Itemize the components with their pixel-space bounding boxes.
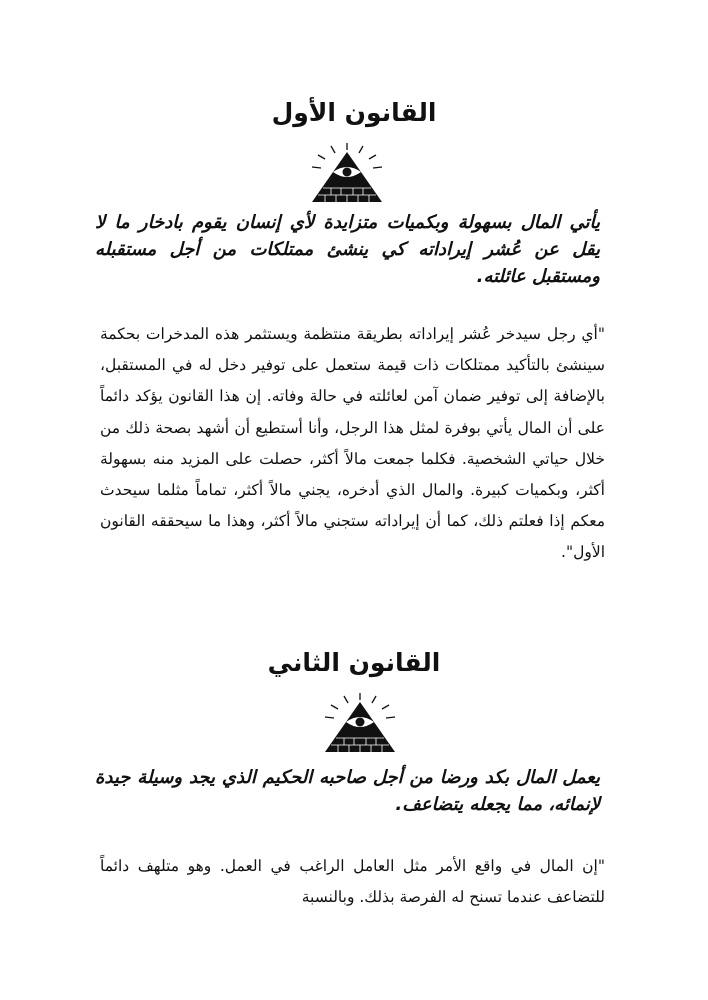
- pyramid-eye-icon: [322, 692, 398, 754]
- second-law-explanation: "إن المال في واقع الأمر مثل العامل الراغب في العمل. وهو متلهف دائماً للتضاعف عندما تسنح له الفرصة بذلك. وبالنسبة: [100, 857, 605, 907]
- section-title-first-law: القانون الأول: [271, 98, 437, 127]
- pyramid-eye-icon: [309, 142, 385, 204]
- first-law-statement: يأتي المال بسهولة وبكميات متزايدة لأي إنسان يقوم بادخار ما لا يقل عن عُشر إيراداته كي ينشئ ممتلكات من أجل مستقبله ومستقبل عائلته.: [95, 212, 600, 287]
- first-law-explanation: "أي رجل سيدخر عُشر إيراداته بطريقة منتظمة ويستثمر هذه المدخرات بحكمة سينشئ بالتأكيد ممتلكات ذات قيمة ستعمل على توفير دخل له في المستقبل، بالإضافة إلى توفير ضمان آمن لعائلته في حالة وفاته. إن هذا القانون يؤكد دائماً على أن المال يأتي بوفرة لمثل هذا الرجل، وأنا أستطيع أن أشهد بصحة ذلك من خلال حياتي الشخصية. فكلما جمعت مالاً أكثر، حصلت على المزيد منه بسهولة أكثر، وبكميات كبيرة. والمال الذي أدخره، يجني مالاً أكثر، تماماً مثلما سيحدث معكم إذا فعلتم ذلك، كما أن إيراداته ستجني مالاً أكثر، وهذا ما سيحققه القانون الأول".: [100, 325, 605, 562]
- section-title-second-law: القانون الثاني: [267, 648, 441, 677]
- second-law-statement: يعمل المال بكد ورضا من أجل صاحبه الحكيم الذي يجد وسيلة جيدة لإنمائه، مما يجعله يتضاعف.: [95, 767, 600, 815]
